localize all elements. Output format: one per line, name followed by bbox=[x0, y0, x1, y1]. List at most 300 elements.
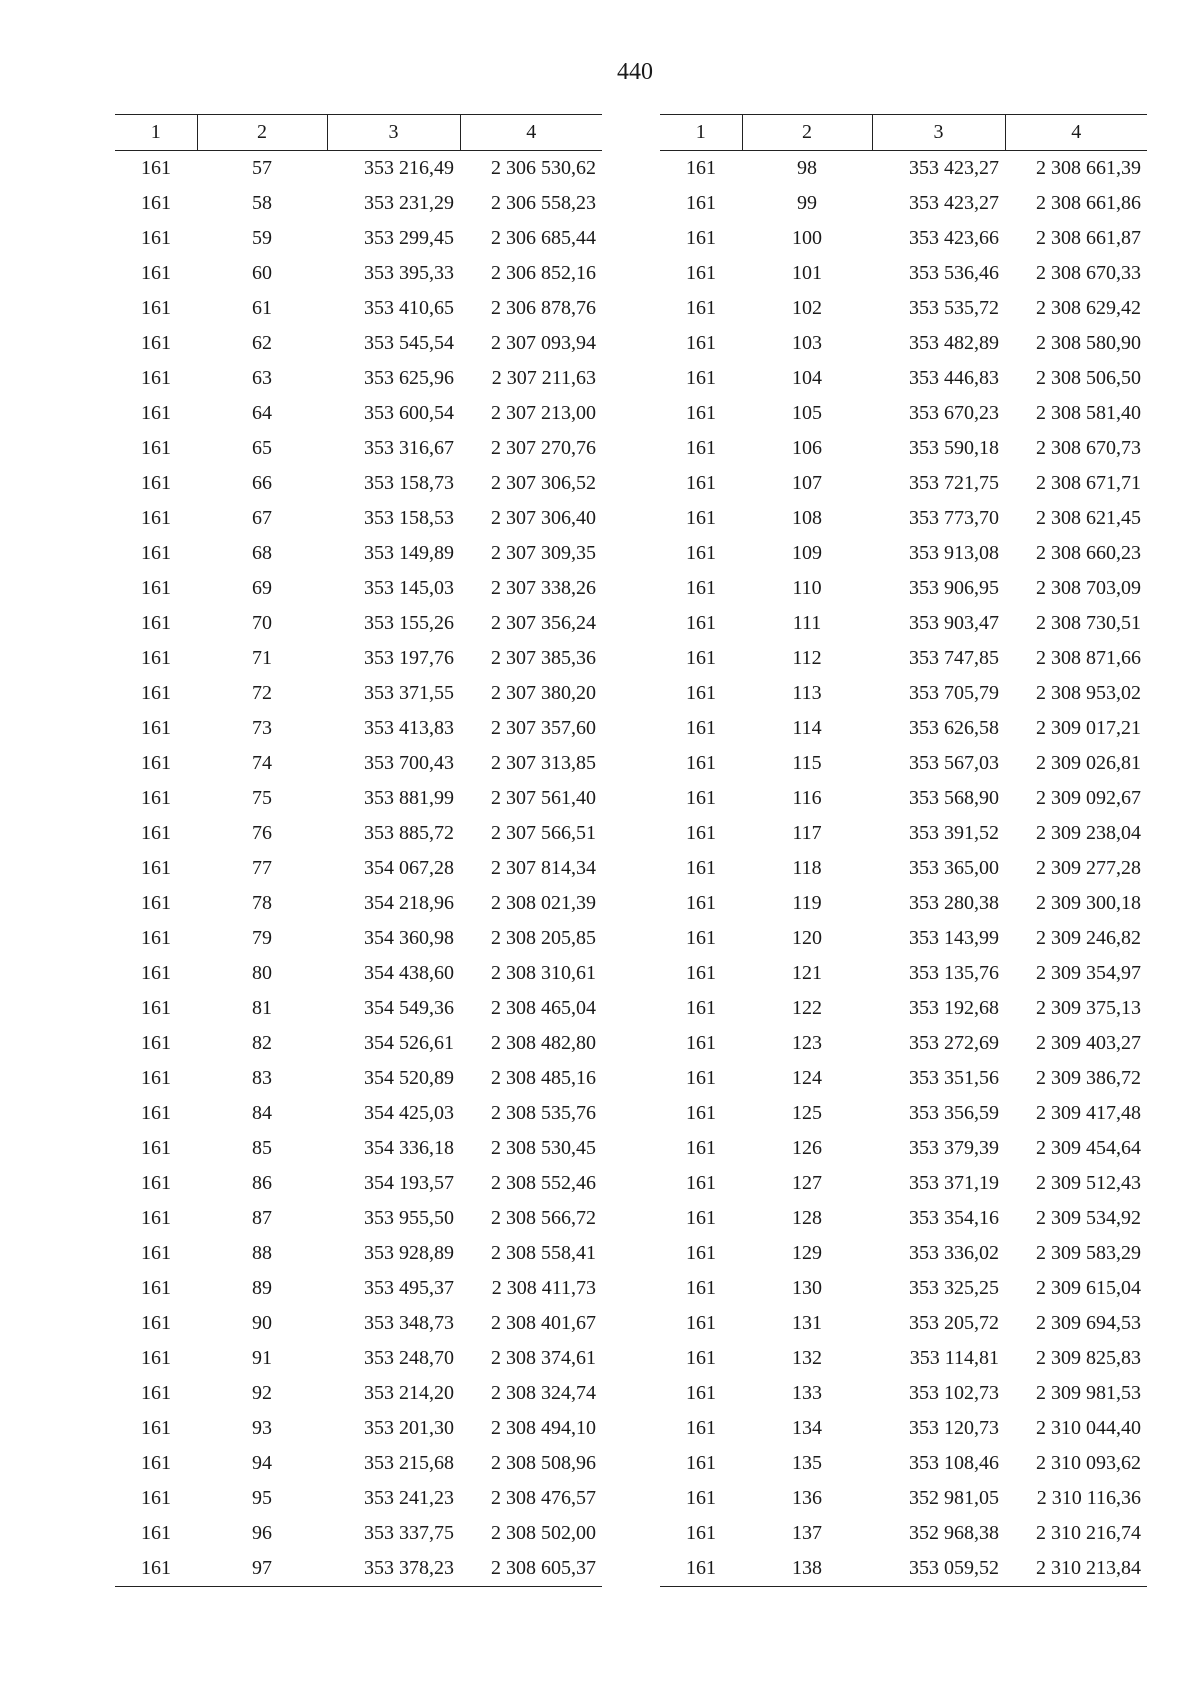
table-cell-col4: 2 307 561,40 bbox=[491, 787, 596, 809]
table-cell-col4: 2 310 093,62 bbox=[1036, 1452, 1141, 1474]
table-cell-col2: 114 bbox=[792, 717, 822, 739]
table-cell-col2: 81 bbox=[252, 997, 272, 1019]
table-cell-col3: 354 336,18 bbox=[364, 1137, 454, 1159]
table-row bbox=[115, 1236, 602, 1271]
table-row bbox=[115, 1096, 602, 1131]
table-cell-col1: 161 bbox=[686, 857, 716, 879]
table-row bbox=[115, 536, 602, 571]
table-cell-col2: 72 bbox=[252, 682, 272, 704]
table-cell-col3: 353 337,75 bbox=[364, 1522, 454, 1544]
table-cell-col3: 354 438,60 bbox=[364, 962, 454, 984]
table-cell-col2: 132 bbox=[792, 1347, 822, 1369]
table-row bbox=[660, 431, 1147, 466]
table-row bbox=[660, 536, 1147, 571]
table-cell-col4: 2 307 093,94 bbox=[491, 332, 596, 354]
table-row bbox=[660, 186, 1147, 221]
table-row bbox=[115, 746, 602, 781]
table-row bbox=[660, 466, 1147, 501]
table-cell-col2: 119 bbox=[792, 892, 822, 914]
table-row bbox=[660, 1271, 1147, 1306]
table-cell-col3: 353 143,99 bbox=[909, 927, 999, 949]
table-cell-col3: 353 378,23 bbox=[327, 1551, 460, 1587]
table-cell-col2: 133 bbox=[792, 1382, 822, 1404]
table-cell-col1: 161 bbox=[686, 1312, 716, 1334]
table-cell-col1: 161 bbox=[686, 262, 716, 284]
table-cell-col2: 103 bbox=[792, 332, 822, 354]
table-row bbox=[660, 291, 1147, 326]
table-cell-col1: 161 bbox=[141, 822, 171, 844]
table-cell-col3: 353 299,45 bbox=[364, 227, 454, 249]
table-cell-col4: 2 308 661,87 bbox=[1036, 227, 1141, 249]
table-cell-col4: 2 308 530,45 bbox=[491, 1137, 596, 1159]
table-cell-col1: 161 bbox=[686, 1067, 716, 1089]
table-cell-col1: 161 bbox=[141, 857, 171, 879]
table-row bbox=[660, 1306, 1147, 1341]
table-cell-col2: 66 bbox=[252, 472, 272, 494]
table-cell-col4: 2 310 116,36 bbox=[1036, 1487, 1141, 1509]
table-cell-col2: 124 bbox=[792, 1067, 822, 1089]
table-cell-col1: 161 bbox=[686, 787, 716, 809]
table-cell-col3: 353 391,52 bbox=[909, 822, 999, 844]
table-row bbox=[115, 1341, 602, 1376]
table-cell-col4: 2 308 411,73 bbox=[491, 1277, 596, 1299]
table-cell-col2: 80 bbox=[252, 962, 272, 984]
table-cell-col4: 2 308 482,80 bbox=[491, 1032, 596, 1054]
table-cell-col3: 353 336,02 bbox=[909, 1242, 999, 1264]
table-cell-col3: 353 423,27 bbox=[909, 157, 999, 179]
table-row bbox=[115, 1026, 602, 1061]
table-row bbox=[660, 1061, 1147, 1096]
table-cell-col3: 353 590,18 bbox=[909, 437, 999, 459]
table-cell-col2: 120 bbox=[792, 927, 822, 949]
table-cell-col3: 354 360,98 bbox=[364, 927, 454, 949]
table-cell-col1: 161 bbox=[141, 1487, 171, 1509]
table-cell-col1: 161 bbox=[141, 157, 171, 179]
column-header-2: 2 bbox=[197, 115, 327, 151]
table-cell-col1: 161 bbox=[141, 297, 171, 319]
table-row bbox=[115, 326, 602, 361]
table-cell-col3: 353 721,75 bbox=[909, 472, 999, 494]
table-row bbox=[660, 1341, 1147, 1376]
table-cell-col3: 354 520,89 bbox=[364, 1067, 454, 1089]
table-row bbox=[115, 571, 602, 606]
table-cell-col4: 2 306 558,23 bbox=[491, 192, 596, 214]
table-cell-col2: 138 bbox=[742, 1551, 872, 1587]
table-cell-col1: 161 bbox=[141, 472, 171, 494]
table-row bbox=[660, 1201, 1147, 1236]
table-row bbox=[660, 991, 1147, 1026]
table-cell-col4: 2 309 246,82 bbox=[1036, 927, 1141, 949]
table-header-row bbox=[660, 115, 1147, 151]
table-cell-col4: 2 308 580,90 bbox=[1036, 332, 1141, 354]
table-cell-col2: 69 bbox=[252, 577, 272, 599]
table-cell-col2: 100 bbox=[792, 227, 822, 249]
table-row bbox=[115, 501, 602, 536]
table-cell-col3: 353 625,96 bbox=[364, 367, 454, 389]
table-cell-col2: 64 bbox=[252, 402, 272, 424]
table-cell-col3: 353 395,33 bbox=[364, 262, 454, 284]
table-cell-col3: 353 149,89 bbox=[364, 542, 454, 564]
table-cell-col1: 161 bbox=[141, 962, 171, 984]
table-row bbox=[660, 501, 1147, 536]
table-cell-col4: 2 308 671,71 bbox=[1036, 472, 1141, 494]
table-cell-col4: 2 309 386,72 bbox=[1036, 1067, 1141, 1089]
table-cell-col2: 59 bbox=[252, 227, 272, 249]
table-cell-col4: 2 308 670,33 bbox=[1036, 262, 1141, 284]
table-cell-col1: 161 bbox=[141, 262, 171, 284]
table-cell-col3: 354 067,28 bbox=[364, 857, 454, 879]
table-cell-col3: 353 205,72 bbox=[909, 1312, 999, 1334]
table-cell-col1: 161 bbox=[686, 752, 716, 774]
table-cell-col3: 354 218,96 bbox=[364, 892, 454, 914]
table-cell-col4: 2 308 506,50 bbox=[1036, 367, 1141, 389]
table-cell-col1: 161 bbox=[686, 192, 716, 214]
table-cell-col4: 2 308 502,00 bbox=[491, 1522, 596, 1544]
table-cell-col1: 161 bbox=[686, 1207, 716, 1229]
table-cell-col3: 353 108,46 bbox=[909, 1452, 999, 1474]
table-cell-col3: 353 351,56 bbox=[909, 1067, 999, 1089]
table-cell-col2: 62 bbox=[252, 332, 272, 354]
table-cell-col1: 161 bbox=[686, 682, 716, 704]
table-cell-col4: 2 307 309,35 bbox=[491, 542, 596, 564]
table-cell-col4: 2 308 374,61 bbox=[491, 1347, 596, 1369]
table-cell-col4: 2 309 981,53 bbox=[1036, 1382, 1141, 1404]
table-cell-col4: 2 309 417,48 bbox=[1036, 1102, 1141, 1124]
table-cell-col4: 2 309 403,27 bbox=[1036, 1032, 1141, 1054]
table-cell-col2: 121 bbox=[792, 962, 822, 984]
table-cell-col1: 161 bbox=[686, 472, 716, 494]
table-cell-col1: 161 bbox=[141, 1032, 171, 1054]
table-cell-col2: 110 bbox=[792, 577, 822, 599]
table-cell-col2: 125 bbox=[792, 1102, 822, 1124]
table-cell-col2: 107 bbox=[792, 472, 822, 494]
table-cell-col3: 353 747,85 bbox=[909, 647, 999, 669]
table-cell-col4: 2 307 313,85 bbox=[491, 752, 596, 774]
table-cell-col2: 97 bbox=[197, 1551, 327, 1587]
table-cell-col3: 353 928,89 bbox=[364, 1242, 454, 1264]
table-cell-col3: 353 215,68 bbox=[364, 1452, 454, 1474]
table-cell-col1: 161 bbox=[141, 1417, 171, 1439]
table-cell-col3: 353 155,26 bbox=[364, 612, 454, 634]
column-header-1: 1 bbox=[660, 115, 742, 151]
table-cell-col4: 2 308 670,73 bbox=[1036, 437, 1141, 459]
table-cell-col2: 137 bbox=[792, 1522, 822, 1544]
column-header-3: 3 bbox=[872, 115, 1005, 151]
table-cell-col1: 161 bbox=[686, 1522, 716, 1544]
table-cell-col1: 161 bbox=[686, 1137, 716, 1159]
table-cell-col3: 353 906,95 bbox=[909, 577, 999, 599]
table-cell-col1: 161 bbox=[141, 1242, 171, 1264]
table-cell-col1: 161 bbox=[141, 682, 171, 704]
table-row bbox=[660, 151, 1147, 187]
table-row bbox=[660, 851, 1147, 886]
table-cell-col2: 88 bbox=[252, 1242, 272, 1264]
table-row bbox=[115, 886, 602, 921]
table-cell-col3: 353 192,68 bbox=[909, 997, 999, 1019]
table-cell-col1: 161 bbox=[141, 1172, 171, 1194]
table-row bbox=[660, 571, 1147, 606]
table-cell-col2: 78 bbox=[252, 892, 272, 914]
table-row bbox=[115, 1166, 602, 1201]
table-cell-col3: 353 955,50 bbox=[364, 1207, 454, 1229]
table-cell-col3: 353 423,66 bbox=[909, 227, 999, 249]
table-cell-col2: 67 bbox=[252, 507, 272, 529]
table-cell-col1: 161 bbox=[686, 1347, 716, 1369]
table-cell-col4: 2 310 044,40 bbox=[1036, 1417, 1141, 1439]
table-cell-col1: 161 bbox=[686, 822, 716, 844]
table-row bbox=[115, 991, 602, 1026]
table-cell-col1: 161 bbox=[141, 542, 171, 564]
table-cell-col3: 353 316,67 bbox=[364, 437, 454, 459]
table-cell-col1: 161 bbox=[141, 892, 171, 914]
table-cell-col1: 161 bbox=[141, 612, 171, 634]
table-cell-col1: 161 bbox=[141, 1102, 171, 1124]
table-row bbox=[660, 326, 1147, 361]
table-cell-col4: 2 308 552,46 bbox=[491, 1172, 596, 1194]
table-row bbox=[660, 1026, 1147, 1061]
table-cell-col3: 353 495,37 bbox=[364, 1277, 454, 1299]
table-cell-col4: 2 307 380,20 bbox=[491, 682, 596, 704]
table-cell-col1: 161 bbox=[141, 1382, 171, 1404]
table-cell-col1: 161 bbox=[686, 437, 716, 459]
table-cell-col2: 75 bbox=[252, 787, 272, 809]
column-header-4: 4 bbox=[460, 115, 602, 151]
table-cell-col2: 77 bbox=[252, 857, 272, 879]
table-cell-col4: 2 308 730,51 bbox=[1036, 612, 1141, 634]
table-cell-col3: 353 545,54 bbox=[364, 332, 454, 354]
table-cell-col3: 353 365,00 bbox=[909, 857, 999, 879]
table-cell-col2: 99 bbox=[797, 192, 817, 214]
table-cell-col2: 101 bbox=[792, 262, 822, 284]
table-cell-col2: 118 bbox=[792, 857, 822, 879]
table-cell-col4: 2 308 661,86 bbox=[1036, 192, 1141, 214]
table-row bbox=[115, 711, 602, 746]
table-cell-col3: 353 197,76 bbox=[364, 647, 454, 669]
table-cell-col1: 161 bbox=[141, 997, 171, 1019]
table-cell-col4: 2 308 871,66 bbox=[1036, 647, 1141, 669]
table-cell-col1: 161 bbox=[686, 1487, 716, 1509]
table-cell-col4: 2 308 660,23 bbox=[1036, 542, 1141, 564]
table-row bbox=[115, 1376, 602, 1411]
table-row bbox=[660, 1411, 1147, 1446]
table-cell-col2: 116 bbox=[792, 787, 822, 809]
table-cell-col2: 106 bbox=[792, 437, 822, 459]
table-cell-col4: 2 308 629,42 bbox=[1036, 297, 1141, 319]
table-cell-col4: 2 309 825,83 bbox=[1036, 1347, 1141, 1369]
table-cell-col2: 60 bbox=[252, 262, 272, 284]
table-cell-col4: 2 308 605,37 bbox=[460, 1551, 602, 1587]
table-row bbox=[660, 816, 1147, 851]
table-cell-col1: 161 bbox=[141, 1347, 171, 1369]
table-cell-col2: 127 bbox=[792, 1172, 822, 1194]
coordinates-table-left bbox=[115, 114, 602, 1587]
table-cell-col3: 353 102,73 bbox=[909, 1382, 999, 1404]
table-cell-col2: 98 bbox=[797, 157, 817, 179]
table-cell-col4: 2 309 512,43 bbox=[1036, 1172, 1141, 1194]
table-row bbox=[115, 1271, 602, 1306]
table-cell-col3: 354 193,57 bbox=[364, 1172, 454, 1194]
table-cell-col1: 161 bbox=[141, 1522, 171, 1544]
table-cell-col2: 128 bbox=[792, 1207, 822, 1229]
table-cell-col4: 2 309 534,92 bbox=[1036, 1207, 1141, 1229]
table-cell-col1: 161 bbox=[686, 332, 716, 354]
table-cell-col2: 76 bbox=[252, 822, 272, 844]
table-row bbox=[115, 641, 602, 676]
table-cell-col3: 353 158,53 bbox=[364, 507, 454, 529]
table-cell-col3: 353 135,76 bbox=[909, 962, 999, 984]
table-cell-col2: 85 bbox=[252, 1137, 272, 1159]
table-cell-col1: 161 bbox=[686, 157, 716, 179]
table-row bbox=[660, 1096, 1147, 1131]
table-row bbox=[115, 781, 602, 816]
table-cell-col3: 353 903,47 bbox=[909, 612, 999, 634]
table-cell-col2: 89 bbox=[252, 1277, 272, 1299]
table-cell-col3: 353 325,25 bbox=[909, 1277, 999, 1299]
table-cell-col4: 2 308 401,67 bbox=[491, 1312, 596, 1334]
table-cell-col3: 354 425,03 bbox=[364, 1102, 454, 1124]
table-cell-col1: 161 bbox=[686, 227, 716, 249]
table-row bbox=[660, 746, 1147, 781]
table-row bbox=[660, 396, 1147, 431]
table-cell-col4: 2 308 476,57 bbox=[491, 1487, 596, 1509]
table-cell-col1: 161 bbox=[686, 892, 716, 914]
table-cell-col1: 161 bbox=[686, 367, 716, 389]
table-cell-col2: 68 bbox=[252, 542, 272, 564]
table-row bbox=[115, 1551, 602, 1587]
table-cell-col2: 102 bbox=[792, 297, 822, 319]
table-cell-col4: 2 308 621,45 bbox=[1036, 507, 1141, 529]
table-row bbox=[660, 1446, 1147, 1481]
table-cell-col3: 353 705,79 bbox=[909, 682, 999, 704]
table-cell-col3: 354 526,61 bbox=[364, 1032, 454, 1054]
table-cell-col4: 2 307 270,76 bbox=[491, 437, 596, 459]
table-cell-col1: 161 bbox=[141, 367, 171, 389]
table-cell-col4: 2 309 026,81 bbox=[1036, 752, 1141, 774]
table-cell-col3: 353 600,54 bbox=[364, 402, 454, 424]
table-cell-col4: 2 307 357,60 bbox=[491, 717, 596, 739]
table-cell-col1: 161 bbox=[141, 927, 171, 949]
table-cell-col4: 2 306 852,16 bbox=[491, 262, 596, 284]
table-cell-col4: 2 308 661,39 bbox=[1036, 157, 1141, 179]
table-cell-col3: 353 413,83 bbox=[364, 717, 454, 739]
table-cell-col4: 2 309 615,04 bbox=[1036, 1277, 1141, 1299]
table-cell-col1: 161 bbox=[686, 507, 716, 529]
table-cell-col4: 2 309 583,29 bbox=[1036, 1242, 1141, 1264]
table-cell-col4: 2 309 454,64 bbox=[1036, 1137, 1141, 1159]
table-cell-col1: 161 bbox=[141, 1452, 171, 1474]
table-row bbox=[115, 431, 602, 466]
table-cell-col1: 161 bbox=[141, 1312, 171, 1334]
table-cell-col2: 113 bbox=[792, 682, 822, 704]
table-cell-col4: 2 307 814,34 bbox=[491, 857, 596, 879]
table-cell-col4: 2 309 694,53 bbox=[1036, 1312, 1141, 1334]
table-cell-col3: 353 214,20 bbox=[364, 1382, 454, 1404]
table-cell-col1: 161 bbox=[686, 1277, 716, 1299]
table-cell-col1: 161 bbox=[141, 787, 171, 809]
table-row bbox=[660, 1481, 1147, 1516]
table-cell-col3: 353 272,69 bbox=[909, 1032, 999, 1054]
table-row bbox=[115, 291, 602, 326]
table-cell-col4: 2 307 566,51 bbox=[491, 822, 596, 844]
table-cell-col1: 161 bbox=[686, 1102, 716, 1124]
table-cell-col1: 161 bbox=[686, 1242, 716, 1264]
table-cell-col4: 2 307 306,52 bbox=[491, 472, 596, 494]
table-cell-col1: 161 bbox=[141, 647, 171, 669]
table-row bbox=[660, 606, 1147, 641]
table-cell-col4: 2 310 213,84 bbox=[1005, 1551, 1147, 1587]
table-cell-col3: 354 549,36 bbox=[364, 997, 454, 1019]
table-cell-col2: 96 bbox=[252, 1522, 272, 1544]
table-cell-col4: 2 308 508,96 bbox=[491, 1452, 596, 1474]
table-cell-col2: 115 bbox=[792, 752, 822, 774]
table-cell-col1: 161 bbox=[141, 1207, 171, 1229]
table-cell-col1: 161 bbox=[141, 1277, 171, 1299]
table-row bbox=[660, 1516, 1147, 1551]
table-cell-col3: 353 114,81 bbox=[909, 1347, 999, 1369]
table-cell-col1: 161 bbox=[141, 192, 171, 214]
table-row bbox=[115, 1516, 602, 1551]
table-row bbox=[660, 1551, 1147, 1587]
table-cell-col1: 161 bbox=[686, 717, 716, 739]
table-cell-col4: 2 308 953,02 bbox=[1036, 682, 1141, 704]
table-cell-col2: 63 bbox=[252, 367, 272, 389]
table-row bbox=[115, 816, 602, 851]
table-cell-col2: 70 bbox=[252, 612, 272, 634]
table-cell-col3: 353 410,65 bbox=[364, 297, 454, 319]
table-header-row bbox=[115, 115, 602, 151]
coordinates-table-right bbox=[660, 114, 1147, 1587]
table-row bbox=[660, 1166, 1147, 1201]
table-cell-col2: 71 bbox=[252, 647, 272, 669]
table-row bbox=[660, 361, 1147, 396]
table-cell-col4: 2 308 465,04 bbox=[491, 997, 596, 1019]
table-cell-col2: 136 bbox=[792, 1487, 822, 1509]
table-cell-col3: 353 885,72 bbox=[364, 822, 454, 844]
table-row bbox=[660, 676, 1147, 711]
table-cell-col4: 2 307 213,00 bbox=[491, 402, 596, 424]
table-cell-col3: 353 280,38 bbox=[909, 892, 999, 914]
table-cell-col3: 353 626,58 bbox=[909, 717, 999, 739]
table-cell-col2: 57 bbox=[252, 157, 272, 179]
table-row bbox=[660, 221, 1147, 256]
table-cell-col1: 161 bbox=[686, 927, 716, 949]
table-row bbox=[115, 1446, 602, 1481]
table-cell-col2: 94 bbox=[252, 1452, 272, 1474]
table-cell-col4: 2 308 558,41 bbox=[491, 1242, 596, 1264]
table-row bbox=[115, 956, 602, 991]
table-row bbox=[115, 676, 602, 711]
table-cell-col1: 161 bbox=[686, 402, 716, 424]
table-cell-col4: 2 308 485,16 bbox=[491, 1067, 596, 1089]
table-row bbox=[115, 1061, 602, 1096]
table-cell-col4: 2 308 535,76 bbox=[491, 1102, 596, 1124]
table-row bbox=[660, 256, 1147, 291]
table-cell-col3: 353 356,59 bbox=[909, 1102, 999, 1124]
table-cell-col2: 131 bbox=[792, 1312, 822, 1334]
table-row bbox=[660, 711, 1147, 746]
table-cell-col2: 108 bbox=[792, 507, 822, 529]
table-cell-col4: 2 309 092,67 bbox=[1036, 787, 1141, 809]
table-cell-col4: 2 307 306,40 bbox=[491, 507, 596, 529]
table-cell-col3: 353 446,83 bbox=[909, 367, 999, 389]
table-cell-col3: 353 145,03 bbox=[364, 577, 454, 599]
table-cell-col2: 93 bbox=[252, 1417, 272, 1439]
table-cell-col4: 2 306 685,44 bbox=[491, 227, 596, 249]
table-cell-col4: 2 308 581,40 bbox=[1036, 402, 1141, 424]
table-cell-col2: 83 bbox=[252, 1067, 272, 1089]
table-cell-col3: 353 248,70 bbox=[364, 1347, 454, 1369]
table-cell-col1: 161 bbox=[686, 1452, 716, 1474]
